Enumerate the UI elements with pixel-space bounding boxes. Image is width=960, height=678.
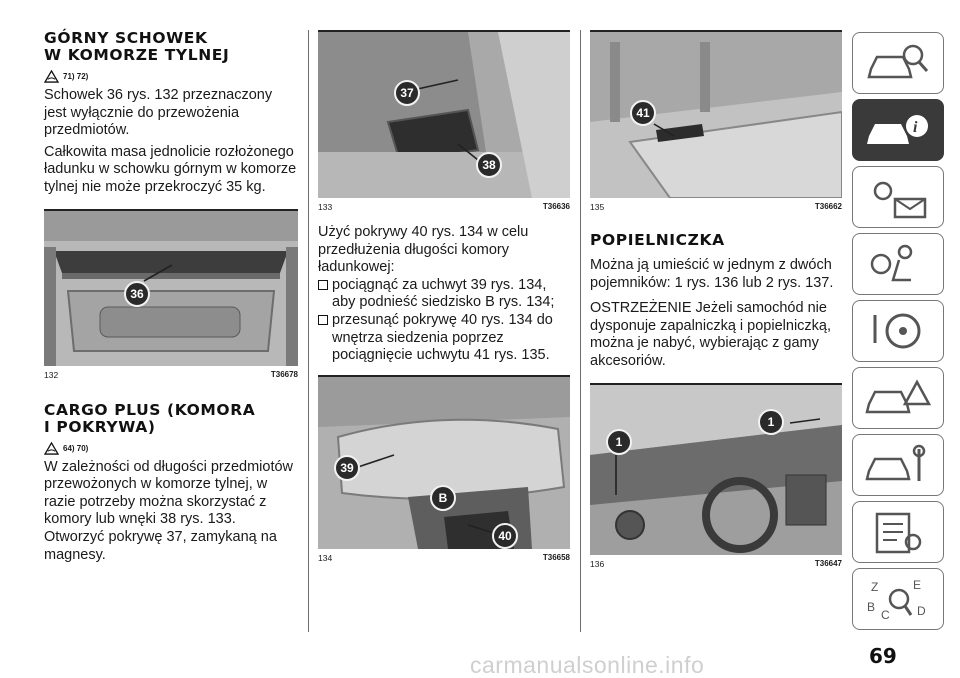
svg-text:E: E <box>913 578 922 592</box>
airbag-seat-icon <box>863 240 933 288</box>
callout-36: 36 <box>124 281 150 307</box>
car-info-icon <box>863 106 933 154</box>
figure-caption: 135 T36662 <box>590 202 842 212</box>
tab-emergency[interactable] <box>852 367 944 429</box>
paragraph: W zależności od długości przedmiotów przewożonych w komorze tylnej, w razie potrzeby można skorzystać z komory lub wnęki 38 rys. 133. Otworzyć pokrywę 37, zamykaną na magnesy. <box>44 458 294 563</box>
tab-index[interactable] <box>852 568 944 630</box>
seat-handle-illustration <box>590 32 842 198</box>
paragraph: Schowek 36 rys. 132 przeznaczony jest wyłącznie do przewożenia przedmiotów. <box>44 87 273 139</box>
rear-storage-illustration <box>44 211 298 366</box>
figure-image <box>590 32 842 198</box>
tab-maintenance[interactable] <box>852 434 944 496</box>
heading-ashtray: POPIELNICZKA <box>590 231 725 249</box>
checkbox-bullet-icon <box>318 280 328 290</box>
tab-technical-data[interactable] <box>852 501 944 563</box>
svg-text:C: C <box>881 608 890 622</box>
column-divider <box>308 30 309 632</box>
callout-40: 40 <box>492 523 518 549</box>
column-right <box>590 30 842 573</box>
paragraph: Użyć pokrywy 40 rys. 134 w celu przedłużenia długości komory ładunkowej: <box>318 224 529 276</box>
warning-ref-2: 64) 70) <box>44 442 298 455</box>
bullet-item: przesunąć pokrywę 40 rys. 134 do wnętrza siedzenia poprzez pociągnięcie uchwytu 41 rys. 135. <box>318 312 570 365</box>
figure-caption: 132 T36678 <box>44 369 298 380</box>
svg-text:D: D <box>917 604 926 618</box>
steering-wheel-key-icon <box>863 307 933 355</box>
checkbox-bullet-icon <box>318 315 328 325</box>
callout-41: 41 <box>630 100 656 126</box>
tab-car-search[interactable] <box>852 32 944 94</box>
car-warning-icon <box>863 374 933 422</box>
callout-1-right: 1 <box>758 409 784 435</box>
figure-134 <box>318 375 570 567</box>
paragraph: Można ją umieścić w jednym z dwóch pojemników: 1 rys. 136 lub 2 rys. 137. <box>590 257 834 291</box>
tab-starting-driving[interactable] <box>852 300 944 362</box>
svg-text:Z: Z <box>871 580 879 594</box>
heading-upper-storage: GÓRNY SCHOWEK W KOMORZE TYLNEJ <box>44 29 230 64</box>
figure-image <box>590 385 842 555</box>
alphabet-search-icon <box>863 575 933 623</box>
callout-B: B <box>430 485 456 511</box>
cargo-compartment-illustration <box>318 32 570 198</box>
figure-image <box>318 32 570 198</box>
figure-image <box>318 377 570 549</box>
watermark: carmanualsonline.info <box>470 652 705 678</box>
figure-caption: 136 T36647 <box>590 558 842 569</box>
figure-caption: 134 T36658 <box>318 552 570 563</box>
chapter-tabs <box>852 32 960 635</box>
paragraph: Całkowita masa jednolicie rozłożonego ładunku w schowku górnym w komorze tylnej nie może przekroczyć 35 kg. <box>44 143 297 195</box>
figure-132 <box>44 209 298 384</box>
tab-safety[interactable] <box>852 233 944 295</box>
callout-38: 38 <box>476 152 502 178</box>
callout-37: 37 <box>394 80 420 106</box>
warning-icon <box>44 70 59 83</box>
car-search-icon <box>863 39 933 87</box>
svg-text:i: i <box>913 119 918 136</box>
heading-cargo-plus: CARGO PLUS (KOMORA I POKRYWA) <box>44 400 256 436</box>
checklist-icon <box>863 508 933 556</box>
car-wrench-icon <box>863 441 933 489</box>
dashboard-illustration <box>590 385 842 555</box>
page-number: 69 <box>869 644 897 668</box>
warning-light-envelope-icon <box>863 173 933 221</box>
svg-text:B: B <box>867 600 876 614</box>
figure-caption: 133 T36636 <box>318 202 570 212</box>
column-divider <box>580 30 581 632</box>
warning-icon <box>44 442 59 455</box>
bullet-item: pociągnąć za uchwyt 39 rys. 134, aby podnieść siedzisko B rys. 134; <box>318 277 570 312</box>
tab-lights-messages[interactable] <box>852 166 944 228</box>
callout-39: 39 <box>334 455 360 481</box>
column-middle <box>318 30 570 567</box>
tab-car-info[interactable] <box>852 99 944 161</box>
callout-1-left: 1 <box>606 429 632 455</box>
paragraph: OSTRZEŻENIE Jeżeli samochód nie dysponuje zapalniczką i popielniczką, można je nabyć, wybierając z gamy akcesoriów. <box>590 300 832 369</box>
figure-136 <box>590 383 842 573</box>
figure-image <box>44 211 298 366</box>
figure-133 <box>318 30 570 216</box>
warning-ref-1: 71) 72) <box>44 70 298 83</box>
figure-135 <box>590 30 842 216</box>
column-left <box>44 30 298 564</box>
